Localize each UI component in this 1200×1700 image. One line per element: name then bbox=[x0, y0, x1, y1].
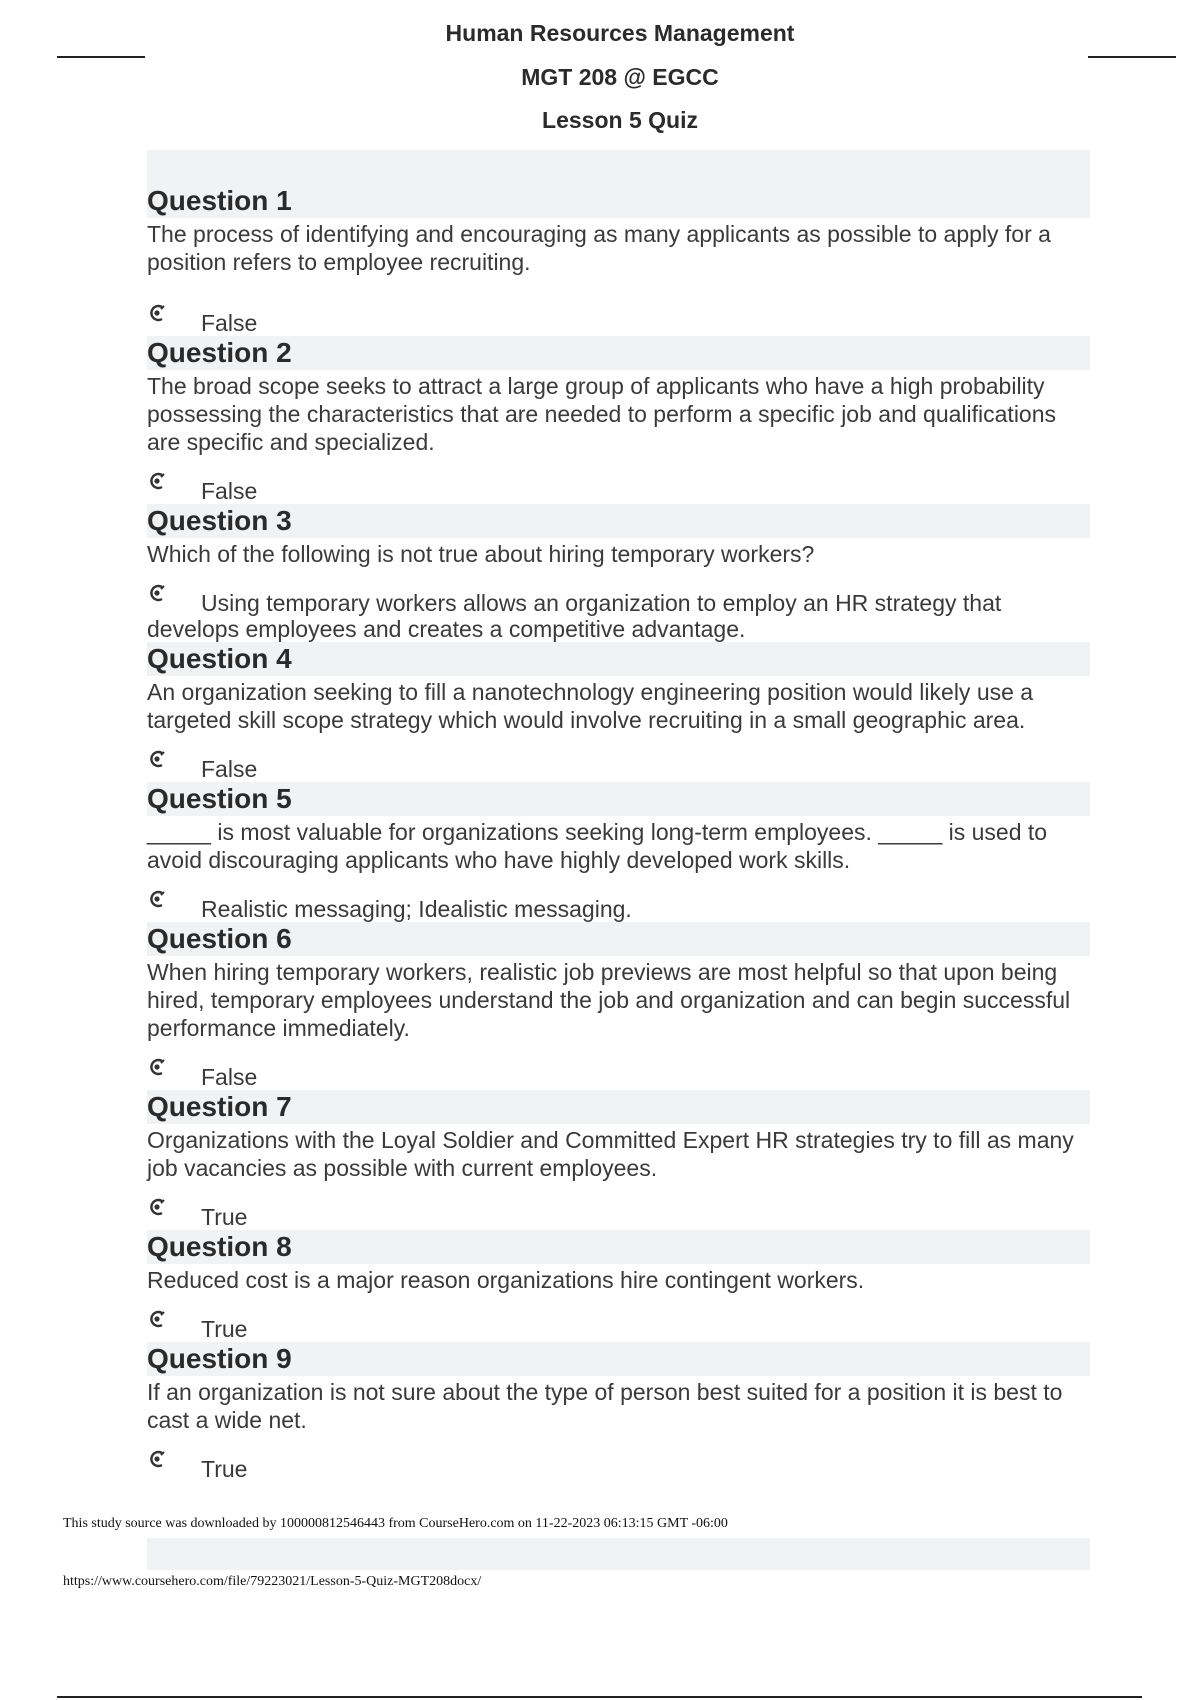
question-title: Question 9 bbox=[147, 1343, 292, 1374]
question-title: Question 4 bbox=[147, 643, 292, 674]
question-3 bbox=[147, 504, 1090, 642]
bottom-shaded-bar bbox=[147, 1538, 1090, 1570]
answer bbox=[147, 1316, 1090, 1342]
question-title: Question 2 bbox=[147, 337, 292, 368]
question-header bbox=[147, 150, 1090, 218]
top-left-rule bbox=[57, 56, 145, 58]
question-text: Which of the following is not true about hiring temporary workers? bbox=[147, 541, 815, 567]
question-title: Question 8 bbox=[147, 1231, 292, 1262]
answer-text: False bbox=[201, 310, 258, 336]
answer bbox=[147, 590, 1090, 642]
selected-answer-icon bbox=[147, 582, 169, 604]
question-header bbox=[147, 336, 1090, 370]
answer-text: Using temporary workers allows an organization to employ an HR strategy that develops employees and creates a competitive advantage. bbox=[147, 590, 1002, 642]
course-code: MGT 208 @ EGCC bbox=[521, 64, 719, 90]
question-8 bbox=[147, 1230, 1090, 1342]
answer bbox=[147, 310, 1090, 336]
question-4 bbox=[147, 642, 1090, 782]
question-1 bbox=[147, 150, 1090, 336]
selected-answer-icon bbox=[147, 1448, 169, 1470]
answer-text: False bbox=[201, 1064, 258, 1090]
question-title: Question 1 bbox=[147, 185, 292, 216]
answer bbox=[147, 896, 1090, 922]
selected-answer-icon bbox=[147, 470, 169, 492]
question-6 bbox=[147, 922, 1090, 1090]
question-text: Reduced cost is a major reason organizations hire contingent workers. bbox=[147, 1267, 865, 1293]
source-url[interactable]: https://www.coursehero.com/file/79223021/Lesson-5-Quiz-MGT208docx/ bbox=[63, 1574, 482, 1589]
question-text: _____ is most valuable for organizations seeking long-term employees. _____ is used to avoid discouraging applicants who have highly developed work skills. bbox=[147, 819, 1048, 873]
answer bbox=[147, 478, 1090, 504]
answer-text: True bbox=[201, 1316, 248, 1342]
question-title: Question 5 bbox=[147, 783, 292, 814]
answer bbox=[147, 1456, 1090, 1482]
question-text: Organizations with the Loyal Soldier and Committed Expert HR strategies try to fill as many job vacancies as possible with current employees. bbox=[147, 1127, 1074, 1181]
question-header bbox=[147, 1230, 1090, 1264]
question-text: An organization seeking to fill a nanotechnology engineering position would likely use a targeted skill scope strategy which would involve recruiting in a small geographic area. bbox=[147, 679, 1034, 733]
question-text: The process of identifying and encouraging as many applicants as possible to apply for a position refers to employee recruiting. bbox=[147, 221, 1051, 275]
selected-answer-icon bbox=[147, 1308, 169, 1330]
answer-text: True bbox=[201, 1456, 248, 1482]
quiz-title: Lesson 5 Quiz bbox=[542, 107, 698, 133]
question-header bbox=[147, 504, 1090, 538]
selected-answer-icon bbox=[147, 888, 169, 910]
selected-answer-icon bbox=[147, 1056, 169, 1078]
question-2 bbox=[147, 336, 1090, 504]
question-7 bbox=[147, 1090, 1090, 1230]
selected-answer-icon bbox=[147, 748, 169, 770]
question-header bbox=[147, 782, 1090, 816]
question-text: When hiring temporary workers, realistic job previews are most helpful so that upon being hired, temporary employees understand the job and organization and can begin successful performance immediately. bbox=[147, 959, 1071, 1041]
question-header bbox=[147, 1342, 1090, 1376]
top-right-rule bbox=[1088, 56, 1176, 58]
answer bbox=[147, 1204, 1090, 1230]
question-header bbox=[147, 1090, 1090, 1124]
download-notice: This study source was downloaded by 100000812546443 from CourseHero.com on 11-22-2023 06:13:15 GMT -06:00 bbox=[63, 1516, 728, 1531]
bottom-rule bbox=[57, 1696, 1142, 1698]
answer bbox=[147, 1064, 1090, 1090]
question-text: The broad scope seeks to attract a large group of applicants who have a high probability possessing the characteristics that are needed to perform a specific job and qualifications are specific and specialized. bbox=[147, 373, 1057, 455]
question-5 bbox=[147, 782, 1090, 922]
selected-answer-icon bbox=[147, 302, 169, 324]
question-header bbox=[147, 642, 1090, 676]
question-text: If an organization is not sure about the type of person best suited for a position it is best to cast a wide net. bbox=[147, 1379, 1063, 1433]
question-title: Question 3 bbox=[147, 505, 292, 536]
question-title: Question 7 bbox=[147, 1091, 292, 1122]
answer-text: False bbox=[201, 478, 258, 504]
answer-text: Realistic messaging; Idealistic messaging. bbox=[201, 896, 632, 922]
course-title: Human Resources Management bbox=[445, 20, 795, 46]
question-header bbox=[147, 922, 1090, 956]
answer-text: False bbox=[201, 756, 258, 782]
selected-answer-icon bbox=[147, 1196, 169, 1218]
answer-text: True bbox=[201, 1204, 248, 1230]
question-9 bbox=[147, 1342, 1090, 1482]
answer bbox=[147, 756, 1090, 782]
quiz-body bbox=[147, 150, 1090, 1482]
question-title: Question 6 bbox=[147, 923, 292, 954]
